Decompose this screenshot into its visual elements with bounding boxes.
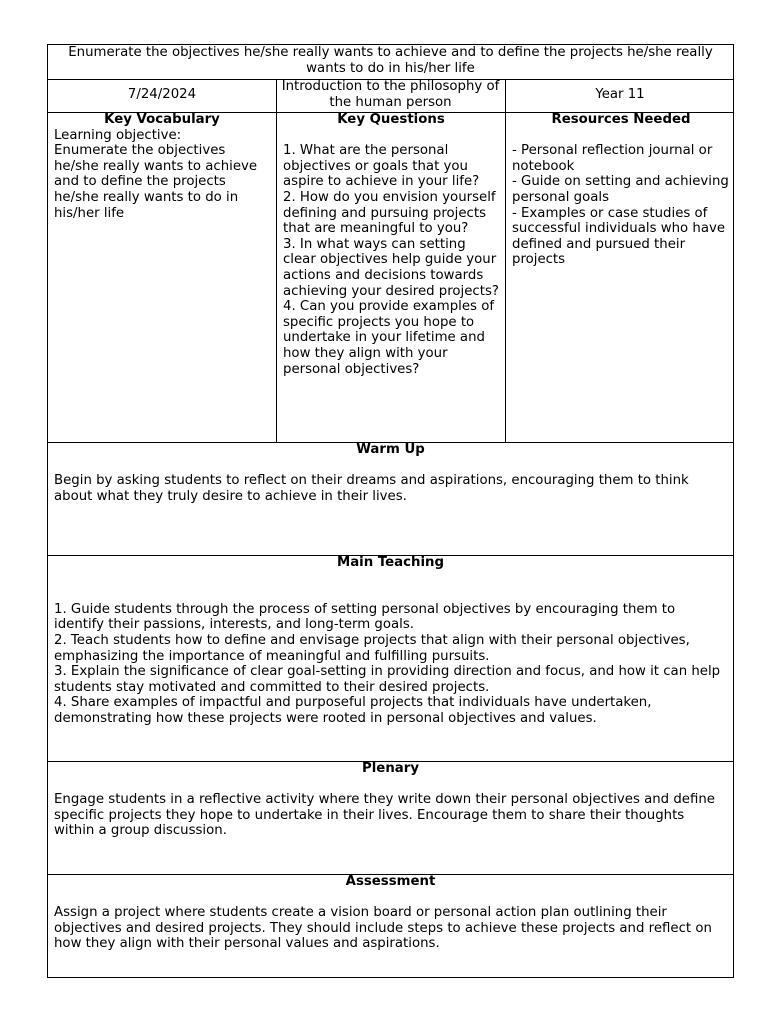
assessment-section	[54, 874, 727, 978]
assessment-body: Assign a project where students create a vision board or personal action plan outlining their objectives and desired projects. They should include steps to achieve these projects and reflect on how they align with their personal values and aspirations.	[54, 905, 712, 952]
lesson-year: Year 11	[595, 87, 645, 102]
questions-cell	[283, 112, 499, 442]
resources-cell	[512, 112, 730, 442]
objective-title: Enumerate the objectives he/she really wants to achieve and to define the projects he/she really wants to do in his/her life	[68, 45, 713, 76]
questions-heading: Key Questions	[337, 112, 445, 127]
vocabulary-cell	[54, 112, 270, 442]
questions-body: 1. What are the personal objectives or goals that you aspire to achieve in your life? 2. How do you envision yourself defining and pursuing projects that are meaningful to you? 3. In what ways can setting clear objectives help guide your actions and decisions towards achieving your desired projects? 4. Can you provide examples of specific projects you hope to undertake in your lifetime and how they align with your personal objectives?	[283, 143, 499, 377]
lesson-subject: Introduction to the philosophy of the human person	[281, 79, 500, 110]
assessment-heading: Assessment	[345, 874, 436, 889]
main-teaching-section	[54, 555, 727, 761]
warm-up-section	[54, 442, 727, 555]
main-teaching-heading: Main Teaching	[336, 555, 445, 570]
lesson-date: 7/24/2024	[127, 87, 197, 102]
plenary-section	[54, 761, 727, 874]
warm-up-body: Begin by asking students to reflect on their dreams and aspirations, encouraging them to think about what they truly desire to achieve in their lives.	[54, 473, 689, 504]
vocabulary-heading: Key Vocabulary	[104, 112, 220, 127]
plenary-body: Engage students in a reflective activity where they write down their personal objectives and define specific projects they hope to undertake in their lives. Encourage them to share their thoughts within a group discussion.	[54, 792, 715, 839]
lesson-plan-table	[47, 44, 734, 978]
column-divider	[505, 79, 506, 442]
resources-body: - Personal reflection journal or notebook - Guide on setting and achieving personal goals - Examples or case studies of successful individuals who have defined and pursued their projects	[512, 143, 729, 268]
resources-heading: Resources Needed	[551, 112, 691, 127]
warm-up-heading: Warm Up	[356, 442, 425, 457]
main-teaching-body: 1. Guide students through the process of setting personal objectives by encouraging them to identify their passions, interests, and long-term goals. 2. Teach students how to define and envisage projects that align with their personal objectives, emphasizing the importance of meaningful and fulfilling pursuits. 3. Explain the significance of clear goal-setting in providing direction and focus, and how it can help students stay motivated and committed to their desired projects. 4. Share examples of impactful and purposeful projects that individuals have undertaken, demonstrating how these projects were rooted in personal objectives and values.	[54, 601, 721, 726]
vocabulary-body: Learning objective: Enumerate the objectives he/she really wants to achieve and to define the projects he/she really wants to do in his/her life	[54, 127, 258, 221]
plenary-heading: Plenary	[362, 761, 419, 776]
column-divider	[276, 79, 277, 442]
